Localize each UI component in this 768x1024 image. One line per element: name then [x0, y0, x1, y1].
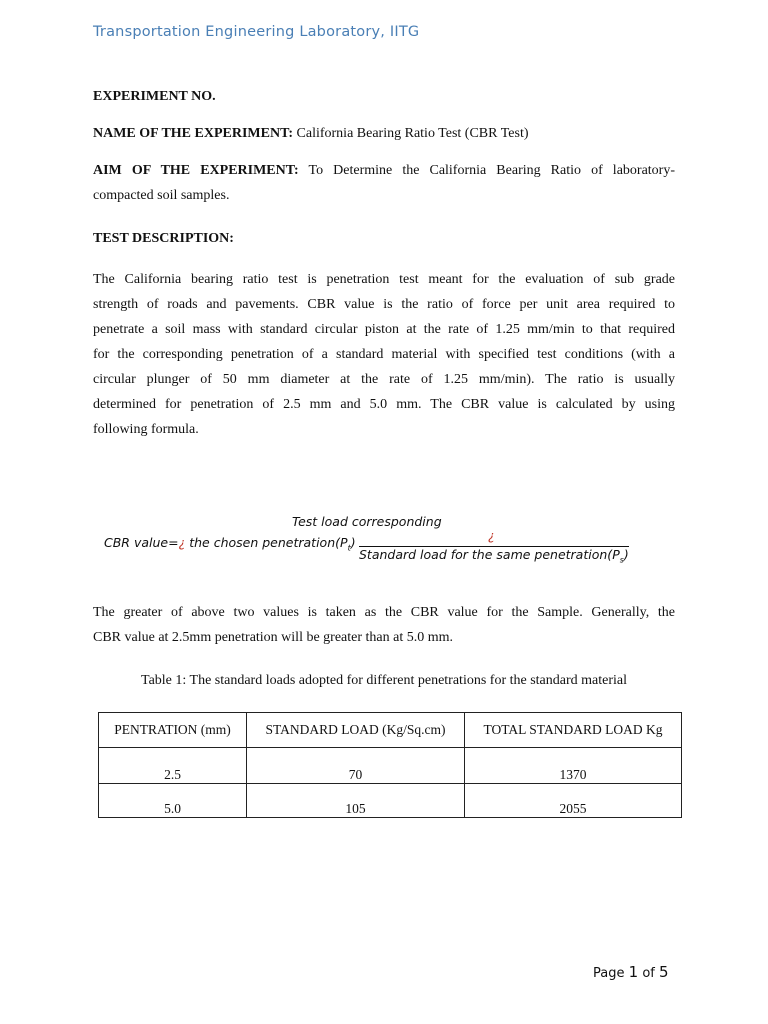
formula-lhs-prefix: CBR value=	[104, 535, 179, 550]
table-cell: 70	[247, 748, 465, 784]
table-cell: 5.0	[99, 784, 247, 818]
cbr-formula	[104, 512, 644, 572]
conclusion-line: The greater of above two values is taken as the CBR value for the Sample. Generally, the	[93, 605, 675, 620]
page-header: Transportation Engineering Laboratory, IITG	[93, 24, 420, 40]
experiment-aim	[93, 158, 675, 208]
test-description-heading: TEST DESCRIPTION:	[93, 231, 234, 246]
formula-ps-var: P	[612, 547, 620, 562]
table-header-cell: PENTRATION (mm)	[99, 713, 247, 748]
description-line: following formula.	[93, 422, 199, 437]
page-footer	[593, 963, 669, 981]
formula-denominator: Standard load for the same $penetration(P_s)$	[359, 547, 629, 565]
table-header-cell: STANDARD LOAD (Kg/Sq.cm)	[247, 713, 465, 748]
table-cell: 2055	[465, 784, 682, 818]
formula-placeholder-char: ¿	[178, 535, 186, 550]
formula-pt-sub: t	[347, 543, 351, 553]
description-line: penetrate a soil mass with standard circular piston at the rate of 1.25 mm/min to that required	[93, 322, 675, 337]
conclusion-paragraph	[93, 600, 675, 650]
aim-line-2: compacted soil samples.	[93, 188, 230, 203]
table-row	[99, 784, 682, 818]
formula-lhs-suffix: the chosen penetration	[185, 535, 336, 550]
experiment-name	[93, 121, 675, 146]
aim-label: AIM OF THE EXPERIMENT:	[93, 163, 299, 178]
formula-ps-sub: s	[619, 555, 624, 565]
formula-pt-var: P	[340, 535, 348, 550]
name-label: NAME OF THE EXPERIMENT:	[93, 126, 294, 141]
description-line: for the corresponding penetration of a standard material with specified test conditions (with a	[93, 347, 675, 362]
table-caption: Table 1: The standard loads adopted for different penetrations for the standard material	[141, 673, 627, 688]
table-cell: 2.5	[99, 748, 247, 784]
page-number: 1	[628, 963, 639, 981]
table-cell: 105	[247, 784, 465, 818]
description-line: circular plunger of 50 mm diameter at the rate of 1.25 mm/min). The ratio is usually	[93, 372, 675, 387]
test-description-paragraph	[93, 267, 675, 442]
conclusion-line: CBR value at 2.5mm penetration will be greater than at 5.0 mm.	[93, 630, 454, 645]
formula-numerator: Test load corresponding	[292, 514, 442, 529]
table-cell: 1370	[465, 748, 682, 784]
table-header-cell: TOTAL STANDARD LOAD Kg	[465, 713, 682, 748]
formula-denominator-text: Standard load for the same penetration	[359, 547, 608, 562]
formula-left-side: CBR value=¿ the chosen $penetration(P_t)$	[104, 535, 356, 553]
page-total: 5	[658, 963, 669, 981]
experiment-no-label: EXPERIMENT NO.	[93, 89, 216, 104]
description-line: The California bearing ratio test is penetration test meant for the evaluation of sub grade	[93, 272, 675, 287]
of-word: of	[642, 966, 655, 981]
formula-placeholder-char: ¿	[488, 528, 495, 543]
table-header-row	[99, 713, 682, 748]
name-value: California Bearing Ratio Test (CBR Test)	[296, 126, 529, 141]
description-line: strength of roads and pavements. CBR value is the ratio of force per unit area required to	[93, 297, 675, 312]
description-line: determined for penetration of 2.5 mm and 5.0 mm. The CBR value is calculated by using	[93, 397, 675, 412]
page-word: Page	[593, 966, 625, 981]
aim-line-1: To Determine the California Bearing Ratio of laboratory-	[308, 163, 675, 178]
table-row	[99, 748, 682, 784]
standard-loads-table	[98, 712, 682, 818]
